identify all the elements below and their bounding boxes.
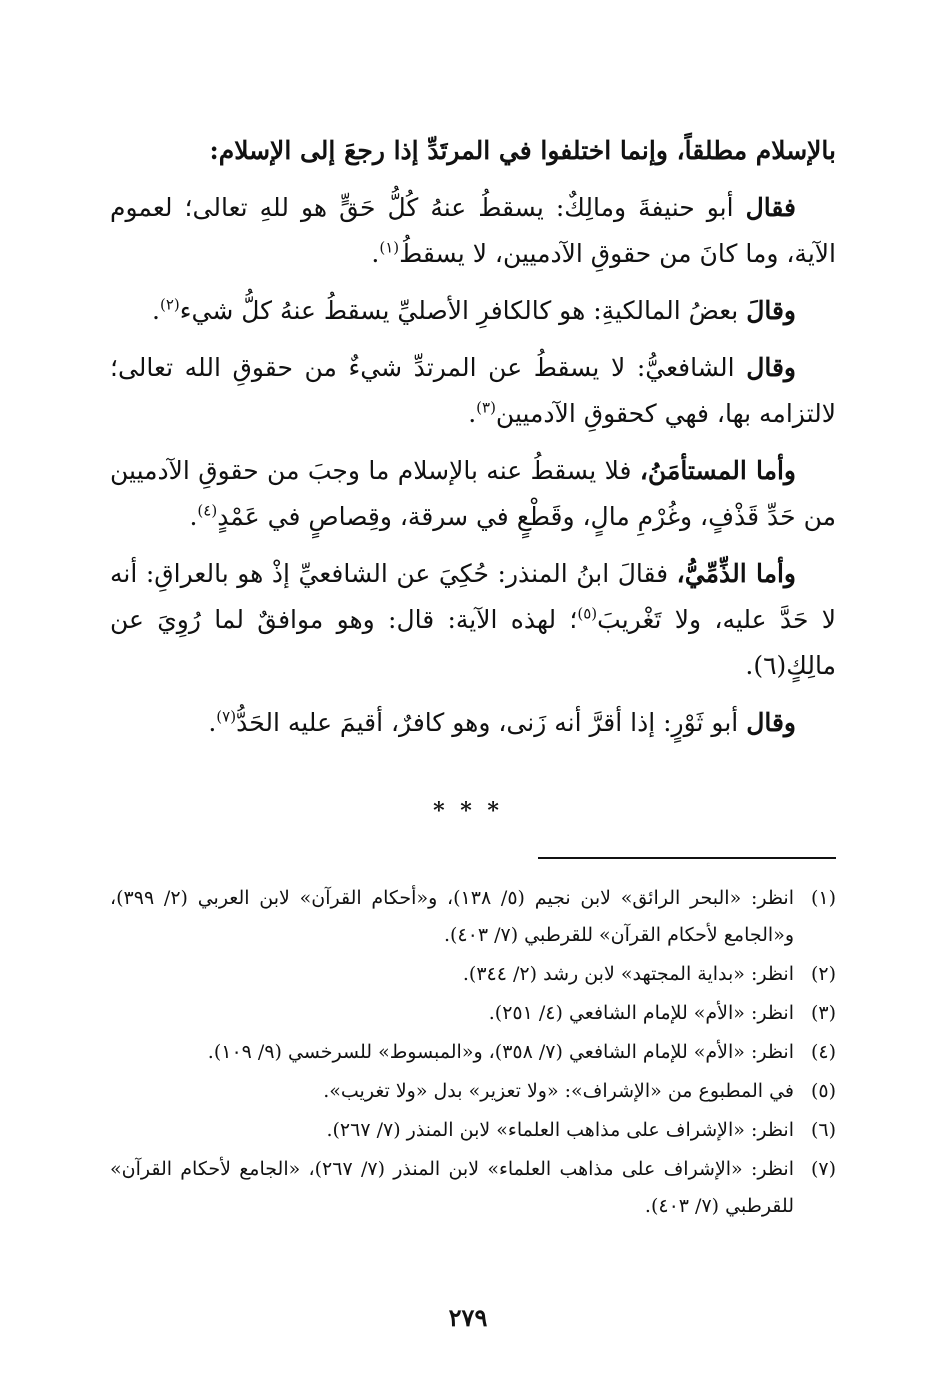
footnote xyxy=(110,995,836,1032)
footnote xyxy=(110,1073,836,1110)
paragraph xyxy=(110,551,836,689)
footnote-ref: (٢) xyxy=(159,295,180,314)
footnote-number: (٢) xyxy=(810,963,836,985)
paragraph-lead: وقال xyxy=(746,708,796,737)
footnote-text: في المطبوع من «الإشراف»: «ولا تعزير» بدل «ولا تغريب». xyxy=(323,1080,794,1102)
footnote-number: (٧) xyxy=(810,1158,836,1180)
footnote-number: (٥) xyxy=(810,1080,836,1102)
paragraph-lead: وقال xyxy=(746,353,796,382)
footnote-number: (١) xyxy=(810,887,836,909)
paragraph xyxy=(110,700,836,746)
paragraph-tail: . xyxy=(208,708,217,737)
section-separator: * * * xyxy=(433,798,503,824)
footnote-ref: (١) xyxy=(379,238,400,257)
paragraph xyxy=(110,448,836,540)
paragraph-lead: وأما المستأمَنُ، xyxy=(639,456,796,485)
main-text xyxy=(110,128,836,757)
footnote-text: انظر: «الإشراف على مذاهب العلماء» لابن المنذر (٧/ ٢٦٧)، «الجامع لأحكام القرآن» للقرطبي (٧/ ٤٠٣). xyxy=(110,1158,794,1217)
footnote xyxy=(110,880,836,954)
paragraph-tail: ؛ لهذه الآية: قال: وهو موافقٌ لما رُوِيَ عن مالِكٍ(٦). xyxy=(110,605,836,680)
footnotes xyxy=(110,880,836,1227)
page-number: ٢٧٩ xyxy=(448,1303,488,1332)
paragraph-lead: وأما الذِّمِّيُّ، xyxy=(676,559,796,588)
paragraph-lead: فقال xyxy=(745,193,796,222)
footnote-text: انظر: «بداية المجتهد» لابن رشد (٢/ ٣٤٤). xyxy=(462,963,794,985)
footnote-ref: (٣) xyxy=(476,398,496,417)
paragraph-tail: . xyxy=(468,399,477,428)
footnote-ref: (٥) xyxy=(577,604,598,623)
paragraph xyxy=(110,288,836,334)
paragraph-text: أبو ثَوْرٍ: إذا أقرَّ أنه زَنى، وهو كافرٌ، أقيمَ عليه الحَدُّ xyxy=(236,708,747,737)
footnote xyxy=(110,1151,836,1225)
footnote-text: انظر: «الأم» للإمام الشافعي (٧/ ٣٥٨)، و«المبسوط» للسرخسي (٩/ ١٠٩). xyxy=(207,1041,794,1063)
paragraph-lead: بالإسلام مطلقاً، وإنما اختلفوا في المرتَدِّ إذا رجعَ إلى الإسلام: xyxy=(209,136,836,165)
paragraph-text: فقالَ ابنُ المنذر: حُكِيَ عن الشافعيِّ إذْ هو بالعراقِ: أنه لا حَدَّ عليه، ولا تَغْريبَ xyxy=(110,559,836,634)
footnote-text: انظر: «البحر الرائق» لابن نجيم (٥/ ١٣٨)، و«أحكام القرآن» لابن العربي (٢/ ٣٩٩)، و«الجامع لأحكام القرآن» للقرطبي (٧/ ٤٠٣). xyxy=(110,887,794,946)
paragraph-lead: وقالَ xyxy=(746,296,796,325)
footnote-number: (٣) xyxy=(810,1002,836,1024)
paragraph-tail: . xyxy=(189,502,198,531)
footnote-text: انظر: «الإشراف على مذاهب العلماء» لابن المنذر (٧/ ٢٦٧). xyxy=(326,1119,794,1141)
footnote xyxy=(110,1112,836,1149)
paragraph xyxy=(110,128,836,174)
footnote-number: (٦) xyxy=(810,1119,836,1141)
paragraph-text: فلا يسقطُ عنه بالإسلام ما وجبَ من حقوقِ الآدميين من حَدِّ قَذْفٍ، وغُرْمِ مالٍ، وقَطْعٍ في سرقة، وقِصاصٍ في عَمْدٍ xyxy=(110,456,836,531)
footnote-number: (٤) xyxy=(810,1041,836,1063)
footnote-text: انظر: «الأم» للإمام الشافعي (٤/ ٢٥١). xyxy=(488,1002,794,1024)
footnote-ref: (٤) xyxy=(197,501,218,520)
footnote xyxy=(110,956,836,993)
paragraph-text: الشافعيُّ: لا يسقطُ عن المرتدِّ شيءٌ من حقوقِ الله تعالى؛ لالتزامه بها، فهي كحقوقِ الآدميين xyxy=(110,353,836,428)
paragraph-text: أبو حنيفةَ ومالِكٌ: يسقطُ عنهُ كُلُّ حَقٍّ هو للهِ تعالى؛ لعموم الآية، وما كانَ من حقوقِ الآدميين، لا يسقطُ xyxy=(110,193,836,268)
paragraph-tail: . xyxy=(152,296,160,325)
paragraph-tail: . xyxy=(371,239,380,268)
paragraph-text: بعضُ المالكيةِ: هو كالكافرِ الأصليِّ يسقطُ عنهُ كلُّ شيء xyxy=(179,296,747,325)
footnote-divider xyxy=(538,857,836,859)
footnote xyxy=(110,1034,836,1071)
paragraph xyxy=(110,185,836,277)
paragraph xyxy=(110,345,836,437)
footnote-ref: (٧) xyxy=(216,707,237,726)
